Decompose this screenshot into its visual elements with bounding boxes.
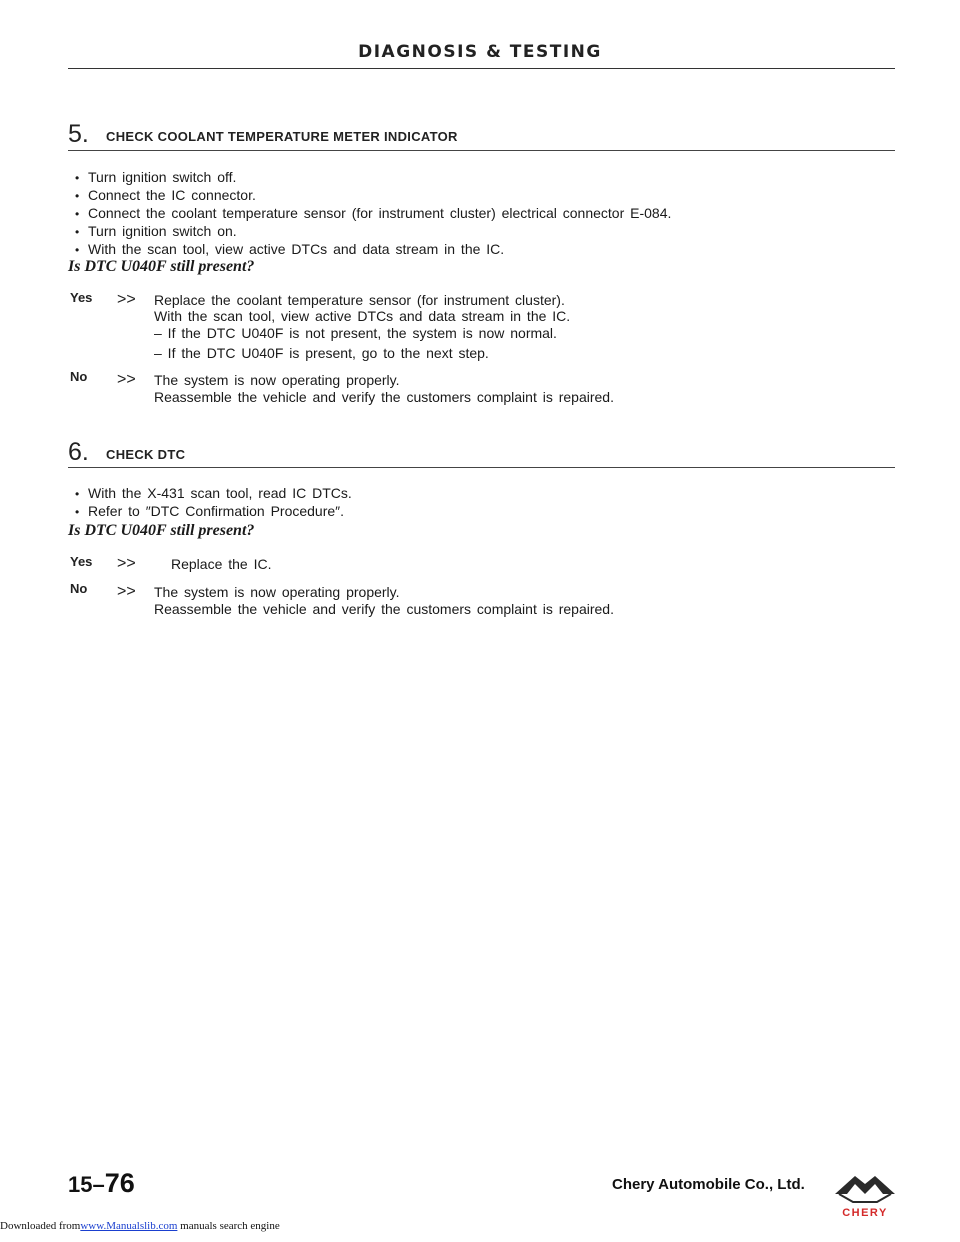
answer-no-line-2: Reassemble the vehicle and verify the customers complaint is repaired. (154, 601, 614, 617)
answer-yes-line-4: – If the DTC U040F is present, go to the next step. (154, 345, 489, 361)
company-name: Chery Automobile Co., Ltd. (612, 1176, 805, 1193)
section-6-title: CHECK DTC (106, 447, 186, 462)
page-header-title: DIAGNOSIS & TESTING (358, 42, 602, 62)
answer-arrow: >> (117, 555, 136, 572)
answer-yes-line-1: Replace the IC. (171, 556, 272, 572)
answer-yes-line-2: With the scan tool, view active DTCs and data stream in the IC. (154, 308, 571, 324)
answer-arrow: >> (117, 583, 136, 600)
section-5-question: Is DTC U040F still present? (68, 258, 255, 275)
section-6-bullet-list (75, 484, 352, 520)
section-6-heading (68, 438, 895, 466)
bullet-icon: • (75, 487, 80, 501)
answer-no-line-1: The system is now operating properly. (154, 584, 400, 600)
section-5-heading (68, 120, 895, 148)
answer-yes-label: Yes (70, 554, 93, 569)
bullet-icon: • (75, 189, 80, 203)
answer-arrow: >> (117, 371, 136, 388)
answer-arrow: >> (117, 291, 136, 308)
list-item: • With the X-431 scan tool, read IC DTCs. (75, 485, 352, 501)
answer-no-line-2: Reassemble the vehicle and verify the customers complaint is repaired. (154, 389, 614, 405)
manualslib-link[interactable]: www.Manualslib.com (80, 1220, 178, 1232)
list-item: • With the scan tool, view active DTCs and data stream in the IC. (75, 241, 505, 257)
bullet-icon: • (75, 505, 80, 519)
logo-text: CHERY (842, 1207, 888, 1219)
section-5-title: CHECK COOLANT TEMPERATURE METER INDICATOR (106, 129, 458, 144)
page-number: 15–76 (68, 1168, 135, 1198)
list-item: • Turn ignition switch on. (75, 223, 237, 239)
answer-yes-label: Yes (70, 290, 93, 305)
header-divider (68, 68, 895, 69)
list-item: • Connect the coolant temperature sensor (for instrument cluster) electrical connector E-084. (75, 205, 672, 221)
answer-no-label: No (70, 369, 88, 384)
section-6-number: 6. (68, 438, 89, 466)
section-6-divider (68, 467, 895, 468)
bullet-icon: • (75, 243, 80, 257)
download-notice: Downloaded fromwww.Manualslib.com manuals search engine (0, 1220, 280, 1232)
list-item: • Refer to ″DTC Confirmation Procedure″. (75, 503, 345, 519)
answer-yes-line-1: Replace the coolant temperature sensor (for instrument cluster). (154, 292, 565, 308)
bullet-icon: • (75, 207, 80, 221)
list-item: • Connect the IC connector. (75, 187, 256, 203)
section-6-question: Is DTC U040F still present? (68, 522, 255, 539)
list-item: • Turn ignition switch off. (75, 169, 237, 185)
answer-yes-line-3: – If the DTC U040F is not present, the system is now normal. (154, 325, 557, 341)
chery-logo-icon (833, 1170, 897, 1220)
answer-no-line-1: The system is now operating properly. (154, 372, 400, 388)
bullet-icon: • (75, 171, 80, 185)
answer-no-label: No (70, 581, 88, 596)
section-5-divider (68, 150, 895, 151)
section-5-number: 5. (68, 120, 89, 148)
section-5-bullet-list (75, 168, 671, 258)
bullet-icon: • (75, 225, 80, 239)
